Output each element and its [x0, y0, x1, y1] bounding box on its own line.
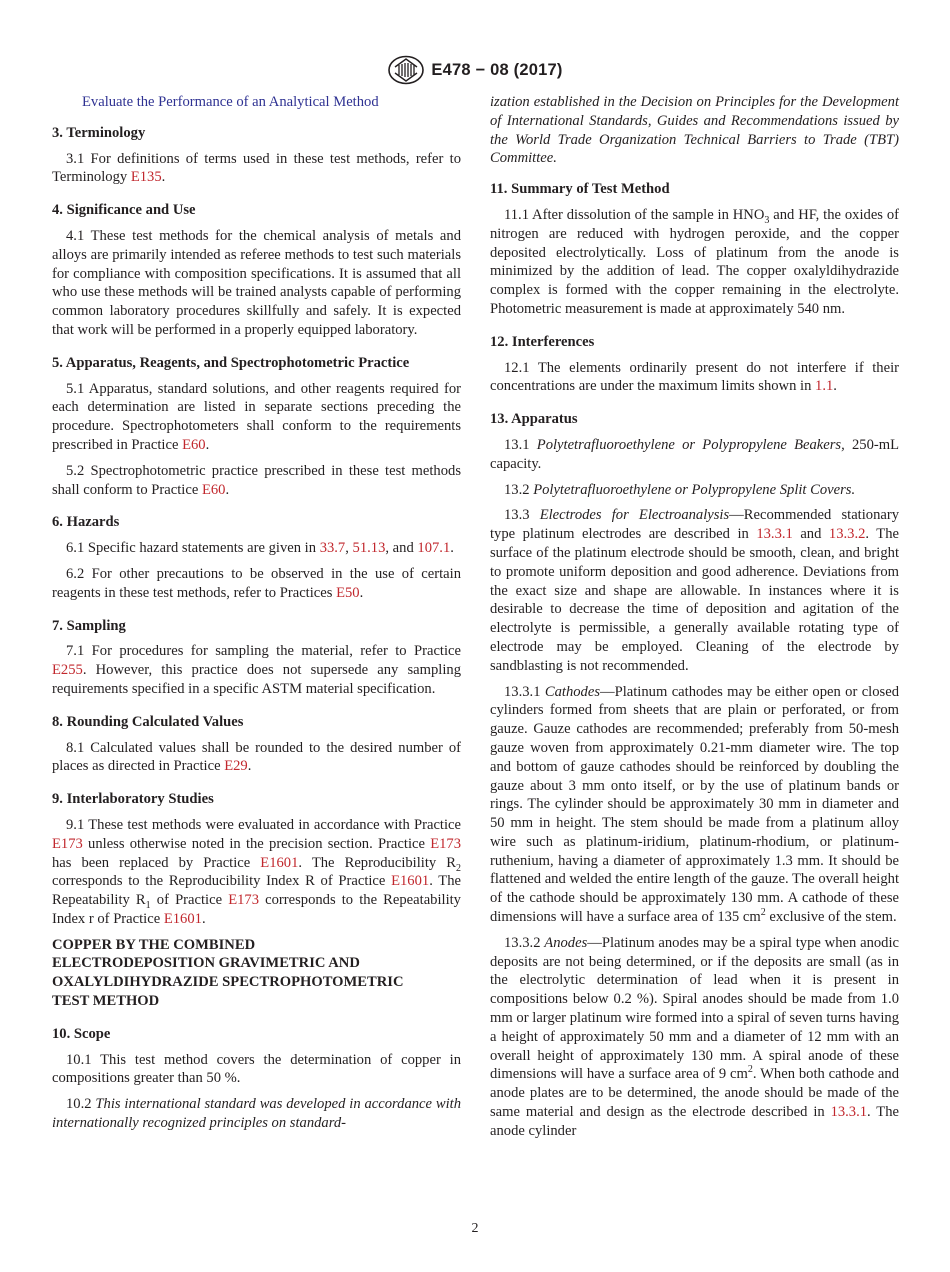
para-5-1: 5.1 Apparatus, standard solutions, and other reagents required for each determination are listed in separate sections preceding the procedure. Spectrophotometers shall conform to the requirements prescribed in Practice E60. — [52, 380, 461, 453]
para-12-1: 12.1 The elements ordinarily present do not interfere if their concentrations are under the maximum limits shown in 1.1. — [490, 359, 899, 395]
para-13-1: 13.1 Polytetrafluoroethylene or Polypropylene Beakers, 250-mL capacity. — [490, 436, 900, 472]
ref-1-1[interactable]: 1.1 — [815, 378, 834, 395]
page-header — [0, 56, 950, 84]
ref-e173[interactable]: E173 — [228, 892, 259, 909]
para-11-1: 11.1 After dissolution of the sample in $HNO_3$ and HF, the oxides of nitrogen are reduced with hydrogen peroxide, and the copper deposited electrolytically. Loss of platinum from the anode is minimized by the addition of lead. The copper oxalyldihydrazide complex is formed with the copper remaining in the electrolyte. Photometric measurement is made at approximately 540 nm. — [490, 206, 900, 317]
ref-e29[interactable]: E29 — [224, 758, 248, 775]
para-10-1: 10.1 This test method covers the determination of copper in compositions greater than 50 %. — [52, 1051, 461, 1087]
left-column — [52, 93, 461, 1140]
para-5-2: 5.2 Spectrophotometric practice prescribed in these test methods shall conform to Practice E60. — [52, 462, 461, 498]
ref-e135[interactable]: E135 — [130, 169, 162, 186]
ref-e1601[interactable]: E1601 — [391, 873, 430, 890]
section-13-title: 13. Apparatus — [490, 411, 578, 428]
section-10-title: 10. Scope — [52, 1025, 111, 1042]
ref-e173[interactable]: E173 — [52, 835, 83, 852]
page-number: 2 — [471, 1221, 479, 1236]
para-10-2-continued: ization established in the Decision on Principles for the Development of International Standards, Guides and Recommendations issued by the World Trade Organization Technical Barriers to Trade (TBT) Committee. — [490, 94, 899, 167]
section-7-title: 7. Sampling — [52, 617, 126, 634]
ref-e60[interactable]: E60 — [182, 436, 206, 453]
ref-e1601[interactable]: E1601 — [163, 910, 202, 927]
section-3-title: 3. Terminology — [52, 124, 146, 141]
para-13-3: 13.3 Electrodes for Electroanalysis—Recommended stationary type platinum electrodes are described in 13.3.1 and 13.3.2. The surface of the platinum electrode should be smooth, clean, and bright to promote uniform deposition and good adherence. Deviations from the exact size and shape are allowable. In instances where it is desirable to decrease the time of deposition and agitation of the electrolyte is permissible, a generally available rotating type of electrode may be employed. Cleaning of the electrode by sandblasting is not recommended. — [490, 507, 900, 674]
section-6-title: 6. Hazards — [52, 514, 120, 531]
para-7-1: 7.1 For procedures for sampling the material, refer to Practice E255. However, this practice does not supersede any sampling requirements specified in a specific ASTM material specification. — [52, 643, 461, 697]
ref-e60[interactable]: E60 — [201, 481, 226, 498]
para-13-2: 13.2 Polytetrafluoroethylene or Polypropylene Split Covers. — [504, 481, 856, 498]
ref-e50[interactable]: E50 — [336, 584, 360, 601]
ref-13-3-1[interactable]: 13.3.1 — [830, 1104, 868, 1121]
para-8-1: 8.1 Calculated values shall be rounded to the desired number of places as directed in Practice E29. — [52, 739, 461, 775]
ref-33-7[interactable]: 33.7 — [319, 540, 346, 557]
section-9-title: 9. Interlaboratory Studies — [52, 791, 214, 808]
ref-51-13[interactable]: 51.13 — [352, 540, 386, 557]
topline[interactable]: Evaluate the Performance of an Analytical Method — [82, 94, 379, 110]
section-8-title: 8. Rounding Calculated Values — [52, 713, 244, 730]
para-6-1: 6.1 Specific hazard statements are given in 33.7, 51.13, and 107.1. — [66, 540, 454, 557]
para-6-2: 6.2 For other precautions to be observed in the use of certain reagents in these test methods, refer to Practices E50. — [52, 565, 461, 601]
ref-13-3-1[interactable]: 13.3.1 — [756, 526, 793, 543]
para-4-1: 4.1 These test methods for the chemical analysis of metals and alloys are primarily intended as referee methods to test such materials for compliance with composition specifications. It is assumed that all who use these methods will be trained analysts capable of performing common laboratory procedures skillfully and safely. It is expected that work will be performed in a properly equipped laboratory. — [52, 227, 461, 338]
method-title: COPPER BY THE COMBINED ELECTRODEPOSITION GRAVIMETRIC AND OXALYLDIHYDRAZIDE SPECTROPHOTOMETRIC TEST METHOD — [52, 936, 404, 1010]
designation: E478 − 08 (2017) — [431, 60, 563, 79]
right-column — [490, 93, 899, 1148]
ref-e173[interactable]: E173 — [430, 835, 461, 852]
section-4-title: 4. Significance and Use — [52, 202, 196, 219]
ref-e255[interactable]: E255 — [52, 662, 83, 679]
ref-13-3-2[interactable]: 13.3.2 — [828, 526, 866, 543]
astm-logo-icon — [387, 55, 425, 85]
ref-107-1[interactable]: 107.1 — [417, 540, 451, 557]
para-13-3-1: 13.3.1 Cathodes—Platinum cathodes may be either open or closed cylinders formed from sheets that are plain or perforated, or from gauze. Gauze cathodes are recommended; preferably from 50-mesh gauze woven from approximately 0.21-mm diameter wire. The top and bottom of gauze cathodes should be reinforced by doubling the gauze about 3 mm onto itself, or by the use of platinum bands or rings. The cylinder should be approximately 30 mm in diameter and 50 mm in height. The stem should be made from a platinum alloy wire such as platinum-iridium, platinum-rhodium, or platinum-ruthenium, having a diameter of approximately 1.3 mm. It should be flattened and welded the entire length of the gauze. The overall height of the cathode should be approximately 130 mm. A cathode of these dimensions will have a surface area of 135 $cm^2$ exclusive of the stem. — [490, 683, 900, 926]
section-12-title: 12. Interferences — [490, 333, 595, 350]
para-10-2: 10.2 This international standard was developed in accordance with internationally recognized principles on standard- — [52, 1096, 462, 1132]
section-11-title: 11. Summary of Test Method — [490, 181, 670, 198]
section-5-title: 5. Apparatus, Reagents, and Spectrophotometric Practice — [52, 354, 410, 371]
ref-e1601[interactable]: E1601 — [260, 854, 299, 871]
para-3-1: 3.1 For definitions of terms used in these test methods, refer to Terminology E135. — [52, 150, 461, 186]
para-13-3-2: 13.3.2 Anodes—Platinum anodes may be a spiral type when anodic deposits are not being determined, or if the deposits are small (as in the electrolytic determination of lead when it is present in compositions below 0.2 %). Spiral anodes should be made from 1.0 mm or larger platinum wire formed into a spiral of seven turns having a height of approximately 50 mm and a diameter of 12 mm with an overall height of approximately 130 mm. A spiral anode of these dimensions will have a surface area of 9 $cm^2$. When both cathode and anode plates are to be determined, the anode should be made of the same material and design as the electrode described in 13.3.1. The anode cylinder — [490, 934, 899, 1139]
para-9-1: 9.1 These test methods were evaluated in accordance with Practice E173 unless otherwise noted in the precision section. Practice E173 has been replaced by Practice E1601. The Reproducibility $R_2$ corresponds to the Reproducibility Index R of Practice E1601. The Repeatability $R_1$ of Practice E173 corresponds to the Repeatability Index r of Practice E1601. — [52, 816, 461, 927]
